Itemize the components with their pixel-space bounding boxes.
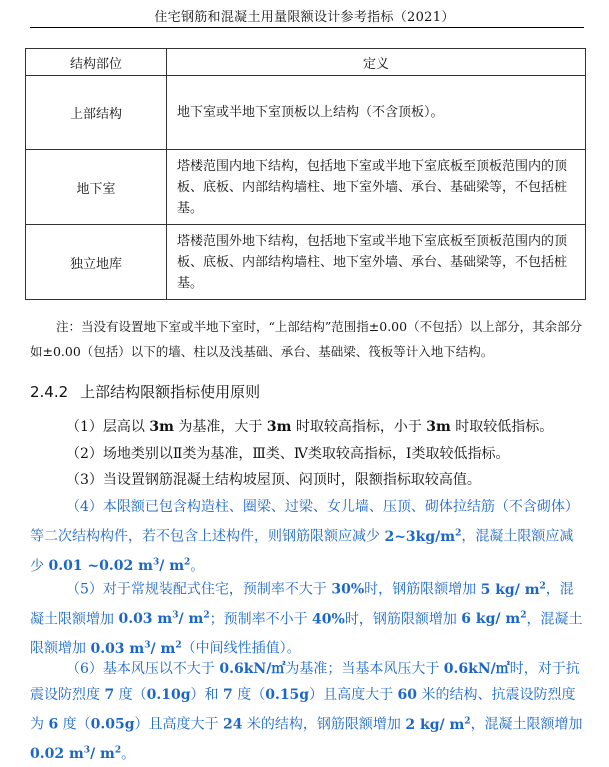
table-row	[26, 225, 586, 300]
principle-item-2: （2）场地类别以Ⅱ类为基准，Ⅲ类、Ⅳ类取较高指标，Ⅰ类取较低指标。	[66, 446, 510, 462]
section-title: 上部结构限额指标使用原则	[80, 383, 261, 401]
table-row	[26, 76, 586, 150]
table-note: 注：当没有设置地下室或半地下室时，“上部结构”范围指±0.00（不包括）以上部分，其余部分如±0.00（包括）以下的墙、柱以及浅基础、承台、基础梁、筏板等计入地下结构。	[30, 319, 583, 359]
cell-part: 独立地库	[26, 225, 167, 300]
definition-table	[25, 48, 586, 300]
principle-item-3: （3）当设置钢筋混凝土结构坡屋顶、闷顶时，限额指标取较高值。	[66, 472, 481, 488]
principle-item-5: （5）对于常规装配式住宅，预制率不大于 30%时，钢筋限额增加 5 kg/ $m^2$，混凝土限额增加 0.03 $m^3/$ $m^2$；预制率不小于 40%时，钢筋限额增加 6 kg/ $m^2$，混凝土限额增加 0.03 $m^3/$ $m^2$（中间线性插值）。	[30, 581, 583, 657]
column-header-part: 结构部位	[26, 49, 167, 76]
section-number: 2.4.2	[30, 383, 69, 401]
cell-definition: 塔楼范围外地下结构，包括地下室或半地下室底板至顶板范围内的顶板、底板、内部结构墙柱、地下室外墙、承台、基础梁等，不包括桩基。	[167, 225, 586, 300]
table-row	[26, 150, 586, 225]
section-heading	[30, 381, 260, 402]
cell-part: 地下室	[26, 150, 167, 225]
cell-definition: 地下室或半地下室顶板以上结构（不含顶板）。	[167, 76, 586, 150]
document-header: 住宅钢筋和混凝土用量限额设计参考指标（2021）	[154, 10, 455, 25]
header-rule	[30, 27, 584, 28]
principle-item-6: （6）基本风压以不大于 0.6kN/㎡为基准；当基本风压大于 0.6kN/㎡时，对于抗震设防烈度 7 度（0.10g）和 7 度（0.15g）且高度大于 60 米的结构、抗震设防烈度为 6 度（0.05g）且高度大于 24 米的结构，钢筋限额增加 2 kg/ $m^2$，混凝土限额增加 0.02 $m^3/$ $m^2$。	[30, 661, 583, 763]
column-header-definition: 定义	[167, 49, 586, 76]
cell-part: 上部结构	[26, 76, 167, 150]
cell-definition: 塔楼范围内地下结构，包括地下室或半地下室底板至顶板范围内的顶板、底板、内部结构墙柱、地下室外墙、承台、基础梁等，不包括桩基。	[167, 150, 586, 225]
principle-item-4: （4）本限额已包含构造柱、圈梁、过梁、女儿墙、压顶、砌体拉结筋（不含砌体）等二次结构构件，若不包含上述构件，则钢筋限额应减少 $2\sim 3kg/m^2$，混凝土限额应减少 0.01 ~0.02 $m^3/$ $m^2$。	[30, 499, 579, 575]
table-header-row	[26, 49, 586, 76]
principle-item-1: （1）层高以 3m 为基准，大于 3m 时取较高指标，小于 3m 时取较低指标。	[66, 419, 554, 435]
